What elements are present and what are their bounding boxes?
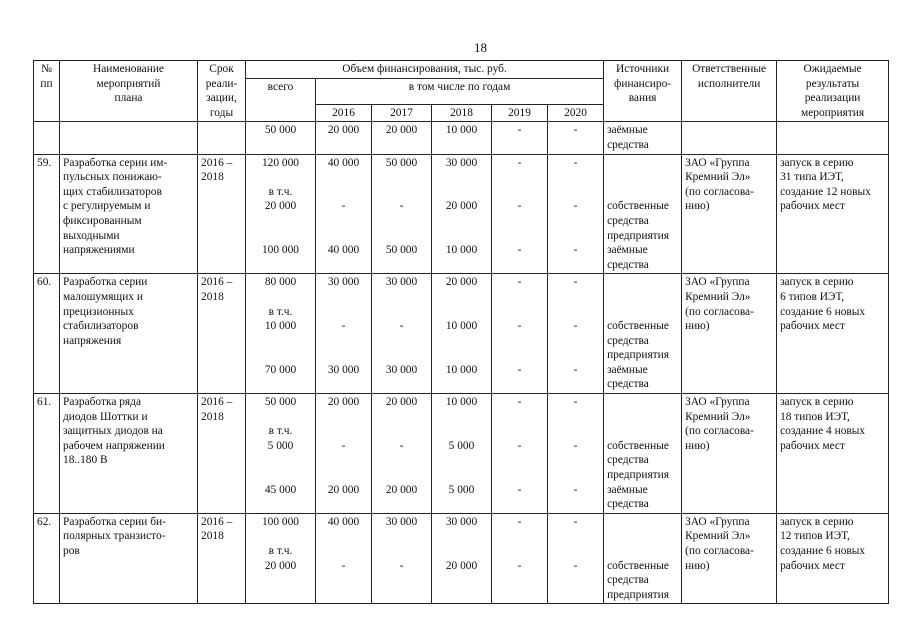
term-line: 2018: [201, 171, 224, 184]
y2016-value: 40 000: [327, 515, 360, 528]
text-line: финансиро-: [614, 77, 672, 90]
y2016-own-value: -: [341, 559, 346, 572]
y2019-value: -: [517, 396, 522, 409]
name-line: малошумящих и: [63, 290, 143, 303]
cell-name: [60, 394, 198, 514]
name-line: Разработка ряда: [63, 396, 142, 409]
responsible-line: Кремний Эл»: [685, 530, 751, 543]
name-line: фиксированным: [63, 214, 142, 227]
cell-2019: [492, 154, 548, 274]
y2017-value: 30 000: [385, 276, 418, 289]
name-line: выходными: [63, 229, 120, 242]
responsible-line: Кремний Эл»: [685, 410, 751, 423]
y2019-own-value: -: [517, 439, 522, 452]
name-line: 18..180 В: [63, 454, 108, 467]
header-num: [34, 61, 60, 122]
y2019-loan-value: -: [517, 244, 522, 257]
total-loan-value: 70 000: [264, 363, 297, 376]
cell-2020: [548, 274, 604, 394]
cell-name: [60, 274, 198, 394]
cell-2017: 20 000: [372, 122, 432, 154]
y2018-loan-value: 5 000: [448, 483, 475, 496]
cell-2018: [432, 154, 492, 274]
cell-responsible: [682, 274, 777, 394]
term-line: 2018: [201, 410, 224, 423]
cell-result: [777, 394, 889, 514]
text-line: Источники: [616, 63, 670, 75]
own-source-line: предприятия: [607, 588, 669, 601]
y2016-loan-value: 30 000: [327, 363, 360, 376]
header-year: 2018: [432, 104, 492, 122]
page-number: 18: [474, 40, 487, 55]
result-line: 31 типа ИЭТ,: [780, 171, 844, 184]
cell-source: [604, 122, 682, 154]
own-source-line: средства: [607, 574, 649, 587]
cell-2019: [492, 274, 548, 394]
y2020-value: -: [573, 396, 578, 409]
term-line: 2016 –: [201, 515, 233, 528]
total-own-value: 10 000: [264, 320, 297, 333]
text-line: реали-: [205, 77, 238, 90]
cell-2017: [372, 274, 432, 394]
term-line: 2016 –: [201, 276, 233, 289]
own-source-line: собственные: [607, 559, 669, 572]
y2018-own-value: 20 000: [445, 559, 478, 572]
name-line: Разработка серии би-: [63, 515, 166, 528]
text-line: вания: [628, 92, 657, 105]
cell-2016: [316, 154, 372, 274]
y2017-own-value: -: [399, 320, 404, 333]
header-year: 2016: [316, 104, 372, 122]
y2016-own-value: -: [341, 200, 346, 213]
name-line: полярных транзисто-: [63, 530, 166, 543]
y2018-own-value: 20 000: [445, 200, 478, 213]
total-value: 120 000: [261, 156, 300, 169]
y2016-value: 30 000: [327, 276, 360, 289]
cell-result: [777, 513, 889, 604]
total-value: 50 000: [264, 396, 297, 409]
y2020-own-value: -: [573, 320, 578, 333]
name-line: прецизионных: [63, 305, 134, 318]
cell-name: [60, 154, 198, 274]
table-row: [34, 394, 889, 514]
table-row: [34, 513, 889, 604]
name-line: пульсных понижаю-: [63, 171, 162, 184]
cell-2018: 10 000: [432, 122, 492, 154]
text-line: Срок: [209, 63, 234, 75]
cell-total: [246, 513, 316, 604]
y2020-value: -: [573, 156, 578, 169]
header-results: [777, 61, 889, 122]
loan-source-line: заёмные: [607, 483, 648, 496]
cell-2019: [492, 513, 548, 604]
responsible-line: (по согласова-: [685, 425, 754, 438]
cell-2017: [372, 513, 432, 604]
own-source-line: средства: [607, 334, 649, 347]
y2016-own-value: -: [341, 439, 346, 452]
cell-2020: [548, 394, 604, 514]
name-line: напряжениями: [63, 244, 135, 257]
y2020-own-value: -: [573, 439, 578, 452]
y2017-loan-value: 50 000: [385, 244, 418, 257]
cell-2018: [432, 513, 492, 604]
header-by-years: в том числе по годам: [316, 78, 604, 104]
name-line: защитных диодов на: [63, 425, 163, 438]
cell-num: 59.: [34, 154, 60, 274]
cell-result: [777, 154, 889, 274]
responsible-line: нию): [685, 200, 710, 213]
name-line: Разработка серии: [63, 276, 148, 289]
header-term: [198, 61, 246, 122]
plan-table: [33, 60, 889, 604]
header-sources: [604, 61, 682, 122]
cell-2017: [372, 154, 432, 274]
header-year: 2019: [492, 104, 548, 122]
text-line: исполнители: [697, 77, 761, 90]
y2020-loan-value: -: [573, 363, 578, 376]
text-line: результаты: [805, 77, 860, 90]
total-loan-value: 45 000: [264, 483, 297, 496]
own-source-line: собственные: [607, 200, 669, 213]
total-own-value: 5 000: [267, 439, 294, 452]
cell-2020: [548, 513, 604, 604]
cell-2018: [432, 394, 492, 514]
name-line: стабилизаторов: [63, 320, 139, 333]
cell-2017: [372, 394, 432, 514]
y2017-own-value: -: [399, 439, 404, 452]
y2016-value: 40 000: [327, 156, 360, 169]
cell-term: [198, 154, 246, 274]
table-row: [34, 274, 889, 394]
name-line: Разработка серии им-: [63, 156, 168, 169]
y2017-value: 20 000: [385, 396, 418, 409]
name-line: щих стабилизаторов: [63, 185, 162, 198]
term-line: 2018: [201, 290, 224, 303]
name-line: диодов Шоттки и: [63, 410, 148, 423]
cell-2019: -: [492, 122, 548, 154]
cell-name: [60, 513, 198, 604]
cell-2016: [316, 513, 372, 604]
result-line: рабочих мест: [780, 439, 845, 452]
responsible-line: нию): [685, 320, 710, 333]
responsible-line: нию): [685, 439, 710, 452]
responsible-line: ЗАО «Группа: [685, 156, 750, 169]
result-line: создание 6 новых: [780, 305, 866, 318]
responsible-line: ЗАО «Группа: [685, 276, 750, 289]
cell-2016: [316, 394, 372, 514]
cell-2016: [316, 274, 372, 394]
text-line: плана: [114, 92, 143, 105]
y2018-value: 10 000: [445, 396, 478, 409]
y2018-loan-value: 10 000: [445, 244, 478, 257]
y2017-own-value: -: [399, 200, 404, 213]
cell-total: [246, 154, 316, 274]
text-line: зации,: [206, 92, 237, 105]
cell-responsible: [682, 154, 777, 274]
y2020-loan-value: -: [573, 244, 578, 257]
own-source-line: предприятия: [607, 229, 669, 242]
responsible-line: (по согласова-: [685, 185, 754, 198]
cell-total: [246, 274, 316, 394]
y2019-loan-value: -: [517, 483, 522, 496]
loan-source-line: заёмные: [607, 363, 648, 376]
own-source-line: предприятия: [607, 349, 669, 362]
own-source-line: собственные: [607, 320, 669, 333]
y2017-loan-value: 30 000: [385, 363, 418, 376]
term-line: 2016 –: [201, 156, 233, 169]
y2020-value: -: [573, 515, 578, 528]
y2017-value: 50 000: [385, 156, 418, 169]
cell-2020: [548, 154, 604, 274]
y2019-value: -: [517, 515, 522, 528]
header-total: всего: [246, 78, 316, 122]
responsible-line: нию): [685, 559, 710, 572]
result-line: запуск в серию: [780, 396, 854, 409]
loan-source-line: средства: [607, 498, 649, 511]
name-line: рабочем напряжении: [63, 439, 165, 452]
header-year: 2017: [372, 104, 432, 122]
name-line: с регулируемым и: [63, 200, 151, 213]
result-line: запуск в серию: [780, 156, 854, 169]
name-line: напряжения: [63, 334, 122, 347]
carry-over-row: [34, 122, 889, 154]
responsible-line: ЗАО «Группа: [685, 515, 750, 528]
y2020-loan-value: -: [573, 483, 578, 496]
result-line: запуск в серию: [780, 515, 854, 528]
y2018-own-value: 5 000: [448, 439, 475, 452]
result-line: рабочих мест: [780, 200, 845, 213]
cell-source: [604, 154, 682, 274]
y2018-own-value: 10 000: [445, 320, 478, 333]
responsible-line: Кремний Эл»: [685, 290, 751, 303]
y2019-value: -: [517, 276, 522, 289]
result-line: запуск в серию: [780, 276, 854, 289]
own-source-line: средства: [607, 454, 649, 467]
result-line: 12 типов ИЭТ,: [780, 530, 850, 543]
text-line: Наименование: [93, 63, 164, 75]
y2017-value: 30 000: [385, 515, 418, 528]
term-line: 2018: [201, 530, 224, 543]
y2019-own-value: -: [517, 200, 522, 213]
incl-label: в т.ч.: [268, 545, 293, 557]
own-source-line: предприятия: [607, 469, 669, 482]
cell-term: [198, 513, 246, 604]
header-name: [60, 61, 198, 122]
responsible-line: Кремний Эл»: [685, 171, 751, 184]
cell-num: 60.: [34, 274, 60, 394]
y2020-value: -: [573, 276, 578, 289]
cell-2020: -: [548, 122, 604, 154]
text-line: мероприятия: [801, 106, 865, 119]
text-line: Ожидаемые: [803, 63, 862, 75]
cell-num: 62.: [34, 513, 60, 604]
y2019-own-value: -: [517, 320, 522, 333]
cell-responsible: [682, 394, 777, 514]
y2018-value: 30 000: [445, 156, 478, 169]
text-line: заёмные: [607, 124, 648, 137]
text-line: годы: [209, 106, 234, 119]
header-responsible: [682, 61, 777, 122]
table-row: [34, 154, 889, 274]
cell-total: [246, 394, 316, 514]
y2018-value: 20 000: [445, 276, 478, 289]
cell-responsible: [682, 513, 777, 604]
text-line: реализации: [804, 92, 861, 105]
responsible-line: (по согласова-: [685, 305, 754, 318]
y2018-loan-value: 10 000: [445, 363, 478, 376]
y2020-own-value: -: [573, 200, 578, 213]
term-line: 2016 –: [201, 396, 233, 409]
y2019-own-value: -: [517, 559, 522, 572]
result-line: рабочих мест: [780, 320, 845, 333]
own-source-line: средства: [607, 214, 649, 227]
result-line: создание 6 новых: [780, 545, 866, 557]
y2017-own-value: -: [399, 559, 404, 572]
incl-label: в т.ч.: [268, 425, 293, 438]
y2019-loan-value: -: [517, 363, 522, 376]
total-own-value: 20 000: [264, 200, 297, 213]
header-year: 2020: [548, 104, 604, 122]
total-value: 80 000: [264, 276, 297, 289]
total-value: 100 000: [261, 515, 300, 528]
responsible-line: ЗАО «Группа: [685, 396, 750, 409]
y2018-value: 30 000: [445, 515, 478, 528]
cell-2016: 20 000: [316, 122, 372, 154]
cell-source: [604, 394, 682, 514]
cell-2019: [492, 394, 548, 514]
result-line: 18 типов ИЭТ,: [780, 410, 850, 423]
cell-source: [604, 513, 682, 604]
total-own-value: 20 000: [264, 559, 297, 572]
result-line: создание 12 новых: [780, 185, 871, 198]
cell-term: [198, 394, 246, 514]
text-line: мероприятий: [96, 77, 161, 90]
y2017-loan-value: 20 000: [385, 483, 418, 496]
header-funding: Объем финансирования, тыс. руб.: [246, 61, 604, 79]
incl-label: в т.ч.: [268, 305, 293, 318]
loan-source-line: средства: [607, 258, 649, 271]
loan-source-line: заёмные: [607, 244, 648, 257]
y2016-loan-value: 40 000: [327, 244, 360, 257]
cell-2018: [432, 274, 492, 394]
y2016-loan-value: 20 000: [327, 483, 360, 496]
text-line: пп: [40, 77, 53, 90]
cell-result: [777, 274, 889, 394]
cell-total: 50 000: [246, 122, 316, 154]
incl-label: в т.ч.: [268, 185, 293, 198]
result-line: 6 типов ИЭТ,: [780, 290, 845, 303]
loan-source-line: средства: [607, 378, 649, 391]
y2016-value: 20 000: [327, 396, 360, 409]
y2020-own-value: -: [573, 559, 578, 572]
cell-term: [198, 274, 246, 394]
text-line: Ответственные: [692, 63, 767, 75]
y2016-own-value: -: [341, 320, 346, 333]
text-line: №: [41, 63, 52, 75]
result-line: создание 4 новых: [780, 425, 866, 438]
y2019-value: -: [517, 156, 522, 169]
own-source-line: собственные: [607, 439, 669, 452]
name-line: ров: [63, 545, 80, 557]
cell-num: 61.: [34, 394, 60, 514]
text-line: средства: [607, 138, 649, 151]
cell-source: [604, 274, 682, 394]
result-line: рабочих мест: [780, 559, 845, 572]
total-loan-value: 100 000: [261, 244, 300, 257]
responsible-line: (по согласова-: [685, 545, 754, 557]
